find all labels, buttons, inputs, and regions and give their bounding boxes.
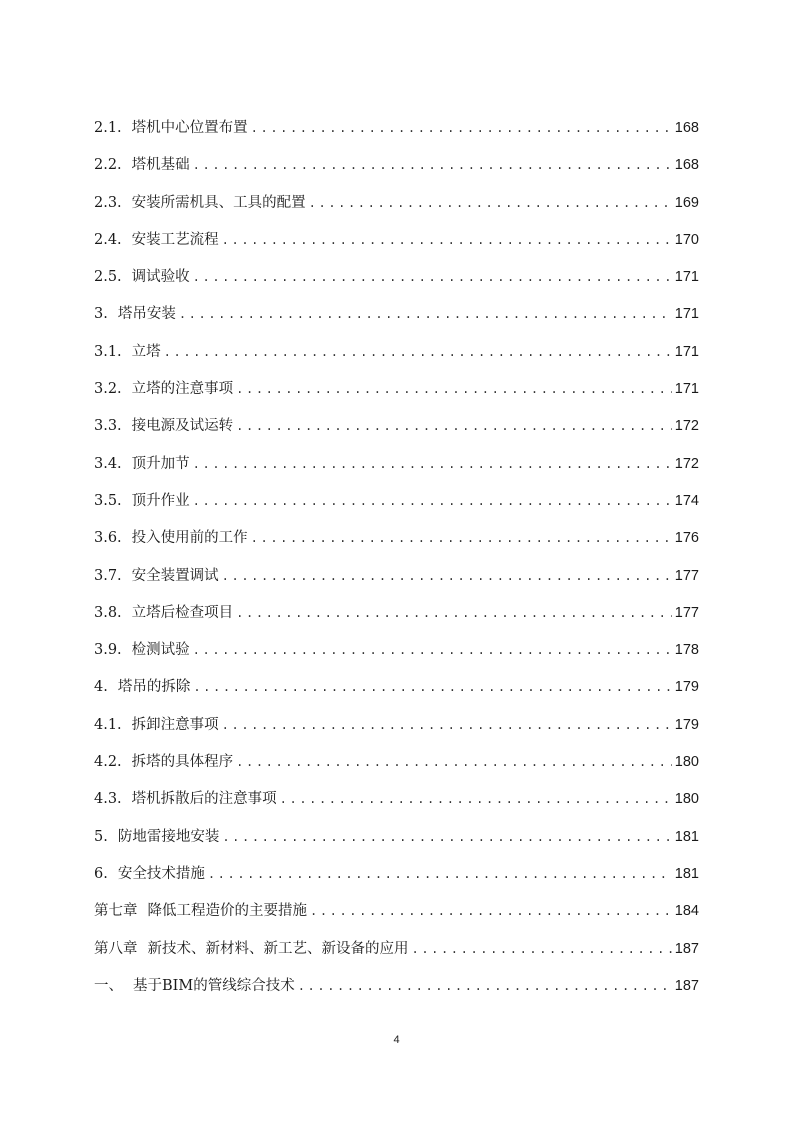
toc-entry-number: 2.1. <box>94 120 122 136</box>
toc-entry-title: 基于BIM的管线综合技术 <box>133 977 295 994</box>
toc-entry[interactable] <box>94 414 699 451</box>
toc-entry-title: 顶升作业 <box>131 492 190 509</box>
toc-entry-page: 177 <box>674 604 699 621</box>
toc-entry-title: 检测试验 <box>131 642 190 659</box>
dot-leader <box>222 564 672 588</box>
dot-leader <box>222 228 672 252</box>
toc-entry[interactable] <box>94 713 699 750</box>
toc-entry-number: 4.2. <box>94 754 122 771</box>
toc-entry-number: 4.3. <box>94 791 122 808</box>
toc-entry-page: 178 <box>674 642 699 659</box>
toc-entry[interactable] <box>94 862 699 899</box>
toc-entry-page: 179 <box>674 716 699 733</box>
toc-entry-page: 187 <box>674 940 699 957</box>
toc-entry-page: 181 <box>674 828 699 845</box>
toc-entry-number: 4.1. <box>94 716 122 733</box>
toc-entry[interactable] <box>94 750 699 787</box>
toc-entry[interactable] <box>94 825 699 862</box>
toc-entry[interactable] <box>94 377 699 414</box>
toc-entry-number: 2.2. <box>94 157 122 174</box>
toc-entry-number: 2.3. <box>94 194 122 211</box>
toc-entry-title: 塔机拆散后的注意事项 <box>131 791 277 808</box>
toc-entry-number: 3.5. <box>94 492 122 509</box>
dot-leader <box>236 377 672 401</box>
toc-entry-page: 168 <box>674 157 699 174</box>
toc-entry[interactable] <box>94 675 699 712</box>
toc-entry-page: 170 <box>674 231 699 248</box>
dot-leader <box>179 302 672 326</box>
toc-entry-title: 安装所需机具、工具的配置 <box>131 194 306 211</box>
toc-entry-number: 3.3. <box>94 418 122 435</box>
toc-entry-page: 172 <box>674 455 699 472</box>
toc-entry-title: 安装工艺流程 <box>131 231 219 248</box>
toc-entry[interactable] <box>94 638 699 675</box>
toc-entry-number: 3.1. <box>94 343 122 360</box>
toc-entry-number: 3. <box>94 306 108 323</box>
toc-entry-title: 立塔后检查项目 <box>131 604 234 621</box>
toc-entry-title: 安全装置调试 <box>131 567 219 584</box>
toc-entry-page: 187 <box>674 977 699 994</box>
toc-entry-title: 防地雷接地安装 <box>117 828 220 845</box>
dot-leader <box>193 675 671 699</box>
toc-entry-title: 投入使用前的工作 <box>131 530 248 547</box>
toc-entry-number: 3.9. <box>94 642 122 659</box>
dot-leader <box>251 116 672 140</box>
toc-entry-number: 2.5. <box>94 269 122 286</box>
dot-leader <box>236 750 672 774</box>
dot-leader <box>193 638 672 662</box>
dot-leader <box>164 340 672 364</box>
toc-entry[interactable] <box>94 116 699 153</box>
toc-entry-number: 第七章 <box>94 903 138 920</box>
toc-entry-page: 171 <box>674 381 699 398</box>
toc-entry[interactable] <box>94 526 699 563</box>
dot-leader <box>309 191 672 215</box>
toc-entry-number: 5. <box>94 828 108 845</box>
toc-entry-page: 172 <box>674 418 699 435</box>
toc-entry-title: 立塔的注意事项 <box>131 381 234 398</box>
toc-entry[interactable] <box>94 937 699 974</box>
toc-entry-number: 3.4. <box>94 455 122 472</box>
toc-entry-title: 降低工程造价的主要措施 <box>147 903 307 920</box>
dot-leader <box>298 974 672 998</box>
toc-entry-page: 169 <box>674 194 699 211</box>
toc-entry-title: 安全技术措施 <box>117 865 205 882</box>
toc-entry-title: 新技术、新材料、新工艺、新设备的应用 <box>147 940 409 957</box>
toc-entry-page: 177 <box>674 567 699 584</box>
dot-leader <box>236 601 672 625</box>
toc-entry-title: 拆卸注意事项 <box>131 716 219 733</box>
toc-entry-page: 176 <box>674 530 699 547</box>
dot-leader <box>412 937 672 961</box>
dot-leader <box>222 713 672 737</box>
toc-entry-page: 171 <box>674 343 699 360</box>
dot-leader <box>193 452 672 476</box>
dot-leader <box>236 414 672 438</box>
toc-entry[interactable] <box>94 153 699 190</box>
toc-entry-title: 塔吊的拆除 <box>117 679 191 696</box>
dot-leader <box>251 526 672 550</box>
dot-leader <box>193 265 672 289</box>
toc-entry-page: 171 <box>674 306 699 323</box>
toc-entry[interactable] <box>94 787 699 824</box>
toc-entry-title: 塔机基础 <box>131 157 190 174</box>
toc-entry-title: 立塔 <box>131 343 161 360</box>
toc-entry-page: 171 <box>674 269 699 286</box>
toc-entry-title: 接电源及试运转 <box>131 418 234 435</box>
toc-entry-title: 塔吊安装 <box>117 306 176 323</box>
toc-entry-number: 3.6. <box>94 530 122 547</box>
toc-entry[interactable] <box>94 489 699 526</box>
toc-entry[interactable] <box>94 340 699 377</box>
toc-entry-title: 塔机中心位置布置 <box>131 120 248 136</box>
toc-entry-number: 3.8. <box>94 604 122 621</box>
toc-entry-number: 第八章 <box>94 940 138 957</box>
toc-entry-page: 179 <box>674 679 699 696</box>
toc-entry-page: 184 <box>674 903 699 920</box>
dot-leader <box>222 825 671 849</box>
toc-entry-page: 174 <box>674 492 699 509</box>
dot-leader <box>280 787 672 811</box>
toc-entry-page: 180 <box>674 791 699 808</box>
toc-entry-page: 181 <box>674 865 699 882</box>
toc-entry-title: 顶升加节 <box>131 455 190 472</box>
toc-entry-page: 180 <box>674 754 699 771</box>
toc-entry[interactable] <box>94 601 699 638</box>
toc-entry[interactable] <box>94 899 699 936</box>
dot-leader <box>193 489 672 513</box>
toc-entry[interactable] <box>94 452 699 489</box>
toc-entry-number: 一、 <box>94 977 123 994</box>
toc-entry-page: 168 <box>674 120 699 136</box>
toc-entry-title: 拆塔的具体程序 <box>131 754 234 771</box>
toc-entry-number: 3.2. <box>94 381 122 398</box>
toc-entry[interactable] <box>94 974 699 1011</box>
toc-entry-number: 3.7. <box>94 567 122 584</box>
toc-entry[interactable] <box>94 564 699 601</box>
toc-entry[interactable] <box>94 265 699 302</box>
page-number: 4 <box>393 1034 400 1046</box>
toc-entry-number: 2.4. <box>94 231 122 248</box>
dot-leader <box>193 153 672 177</box>
table-of-contents <box>94 116 699 1011</box>
toc-entry[interactable] <box>94 228 699 265</box>
dot-leader <box>208 862 672 886</box>
toc-entry[interactable] <box>94 191 699 228</box>
toc-entry-title: 调试验收 <box>131 269 190 286</box>
toc-entry[interactable] <box>94 302 699 339</box>
dot-leader <box>310 899 672 923</box>
toc-entry-number: 6. <box>94 865 108 882</box>
toc-entry-number: 4. <box>94 679 108 696</box>
